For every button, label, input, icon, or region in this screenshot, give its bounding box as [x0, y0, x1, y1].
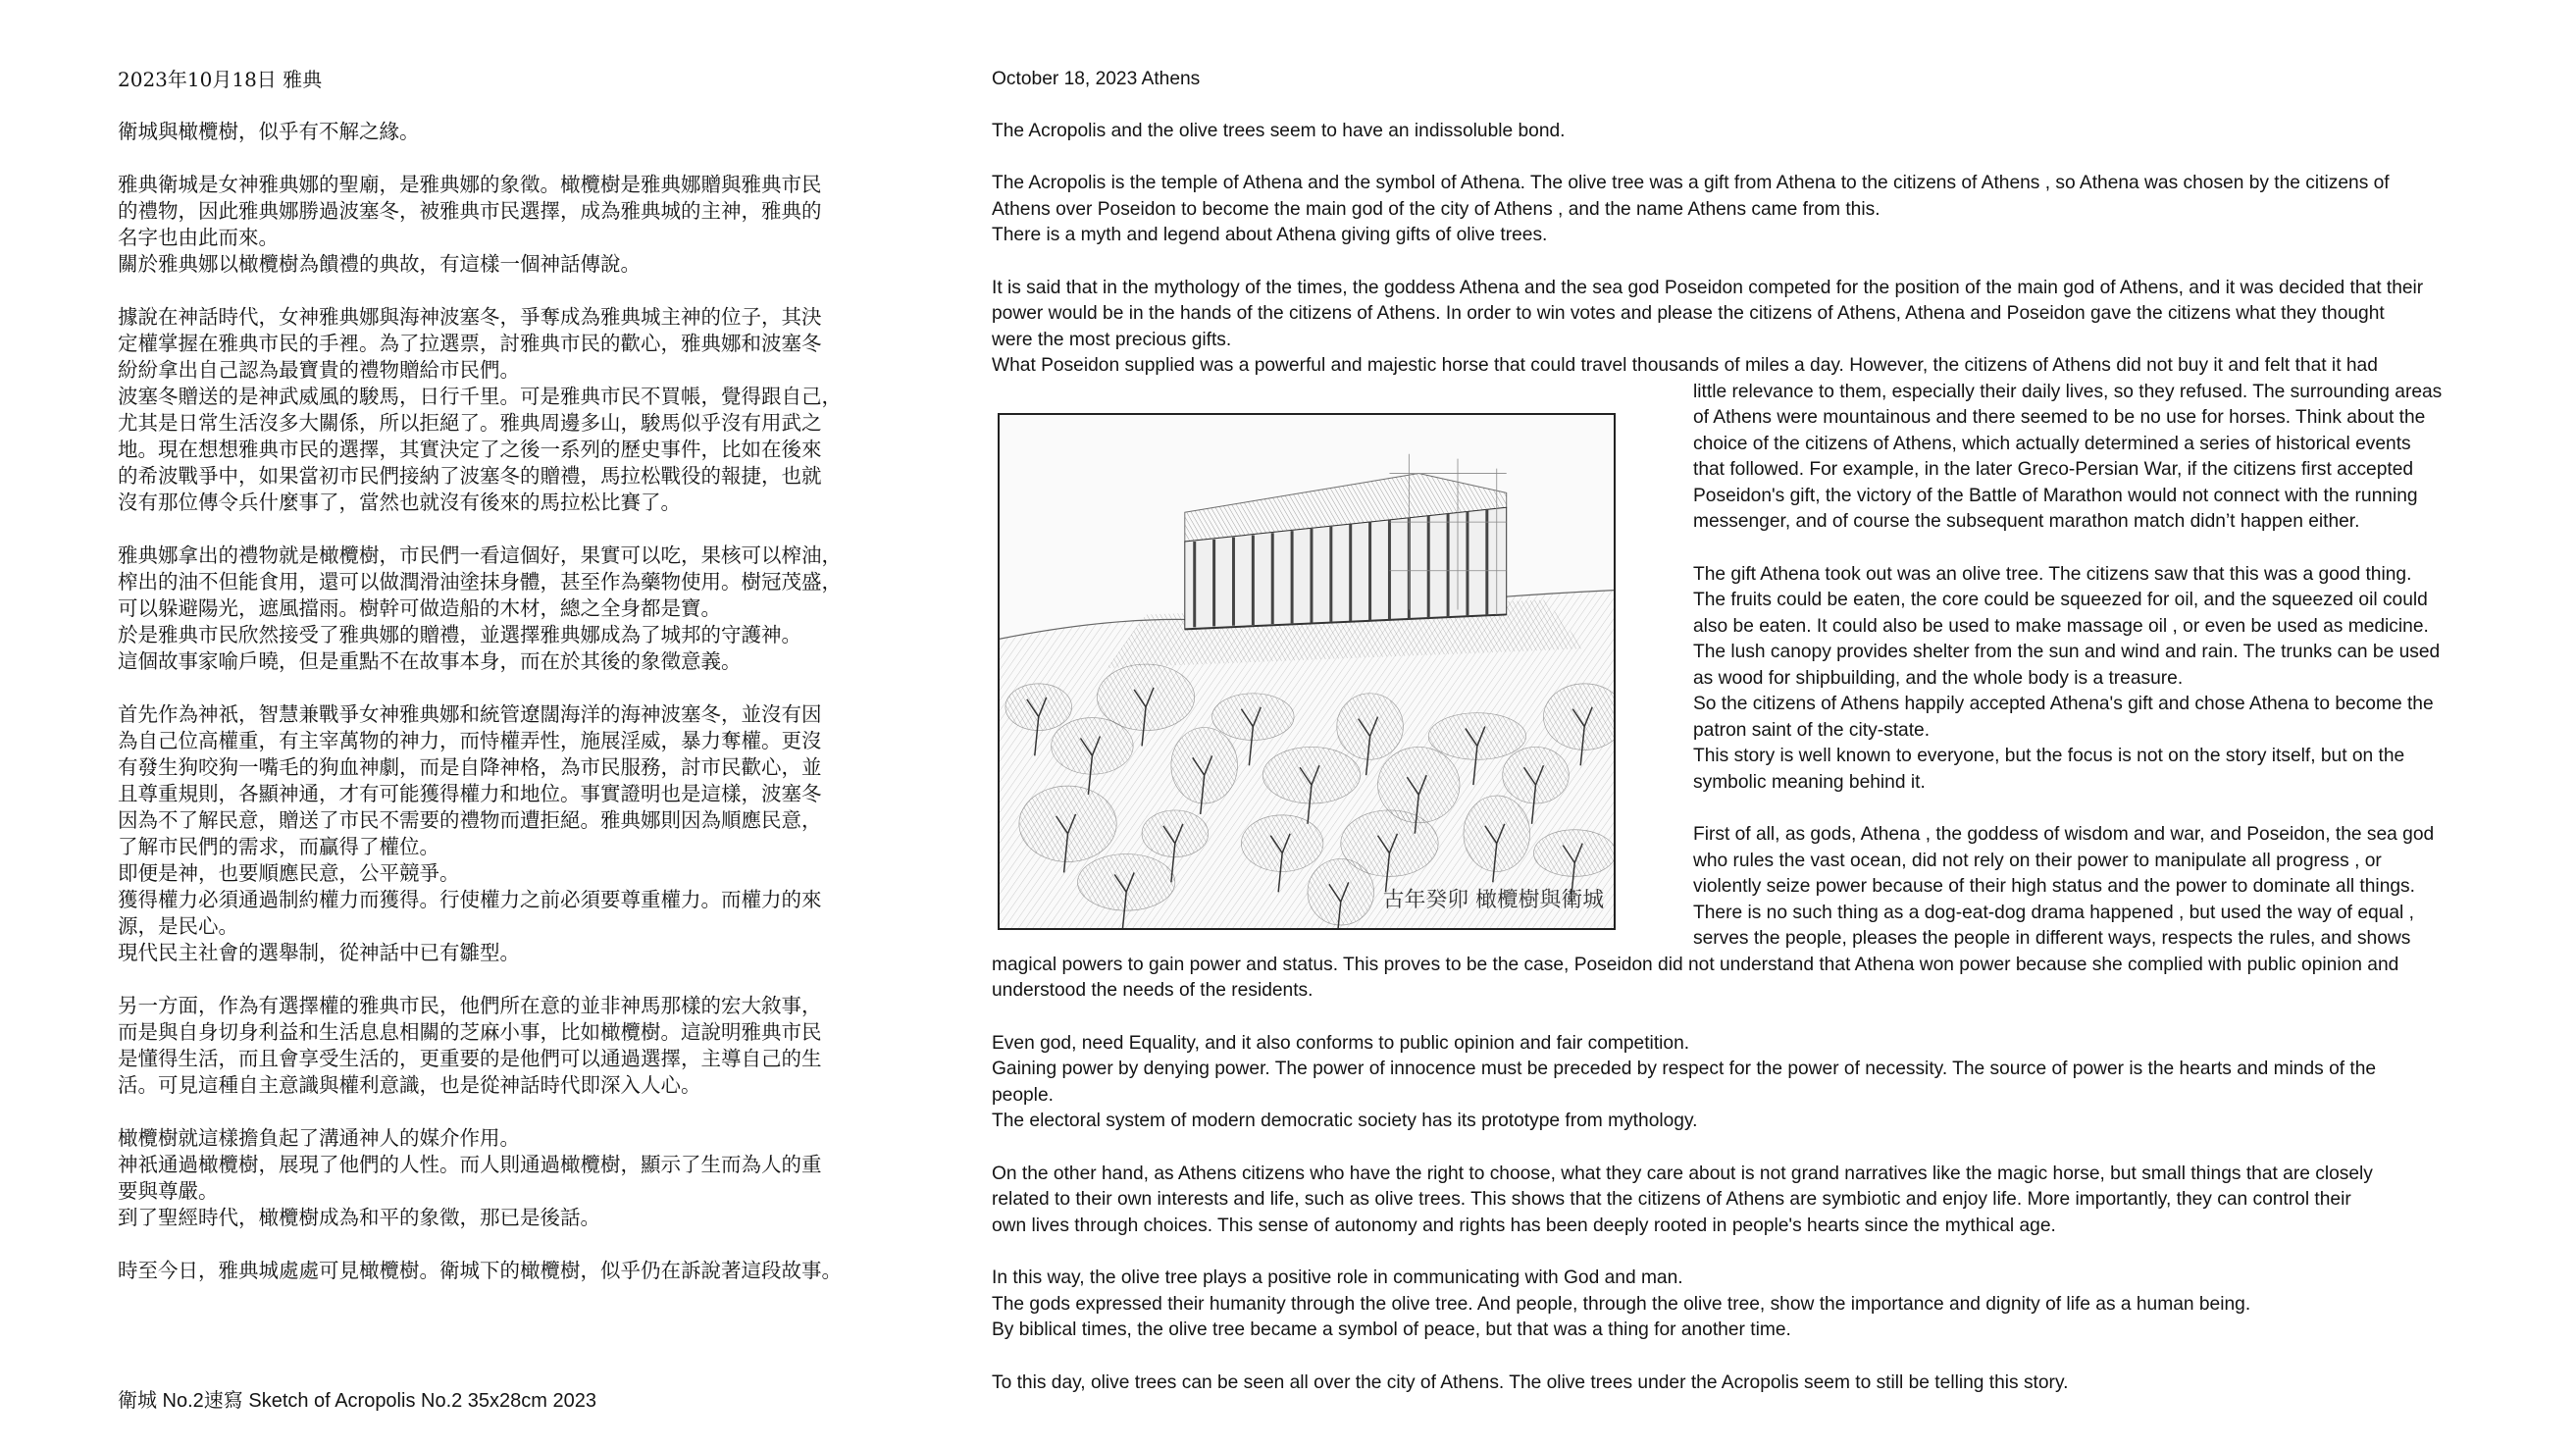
chinese-line: 據說在神話時代，女神雅典娜與海神波塞冬，爭奪成為雅典城主神的位子，其決 [118, 305, 822, 329]
chinese-paragraph [118, 1125, 902, 1231]
chinese-paragraph [118, 172, 902, 278]
english-line: Even god, need Equality, and it also conforms to public opinion and fair competition. [992, 1032, 1690, 1054]
english-line: The gods expressed their humanity through the olive tree. And people, through the olive tree, show the importance and dignity of life as a human being. [992, 1293, 2251, 1315]
english-line: that followed. For example, in the later Greco-Persian War, if the citizens first accepted [1693, 459, 2414, 480]
chinese-line: 紛紛拿出自己認為最寶貴的禮物贈給市民們。 [118, 358, 520, 382]
english-line: The lush canopy provides shelter from the sun and wind and rain. The trunks can be used [1693, 642, 2441, 662]
english-line: also be eaten. It could also be used to make massage oil , or even be used as medicine. [1693, 615, 2429, 637]
english-intro: The Acropolis and the olive trees seem to have an indissoluble bond. [992, 120, 1566, 141]
chinese-line: 活。可見這種自主意識與權利意識，也是從神話時代即深入人心。 [118, 1073, 701, 1097]
english-line: people. [992, 1084, 1054, 1106]
chinese-line: 定權掌握在雅典市民的手裡。為了拉選票，討雅典市民的歡心，雅典娜和波塞冬 [118, 332, 822, 355]
english-line: So the citizens of Athens happily accepted Athena's gift and chose Athena to become the [1693, 694, 2434, 714]
pencil-drawing [1000, 415, 1614, 928]
english-line: By biblical times, the olive tree became a symbol of peace, but that was a thing for another time. [992, 1319, 1791, 1340]
chinese-line: 的希波戰爭中，如果當初市民們接納了波塞冬的贈禮，馬拉松戰役的報捷，也就 [118, 464, 822, 488]
chinese-line: 沒有那位傳令兵什麼事了，當然也就沒有後來的馬拉松比賽了。 [118, 491, 681, 514]
chinese-paragraph [118, 993, 902, 1099]
chinese-line: 首先作為神祇，智慧兼戰爭女神雅典娜和統管遼闊海洋的海神波塞冬，並沒有因 [118, 702, 822, 726]
chinese-line: 獲得權力必須通過制約權力而獲得。行使權力之前必須要尊重權力。而權力的來 [118, 888, 822, 911]
english-line: The electoral system of modern democratic society has its prototype from mythology. [992, 1111, 1698, 1131]
english-line: magical powers to gain power and status. This proves to be the case, Poseidon did not understand that Athena won power because she complied with public opinion and [992, 954, 2399, 975]
chinese-paragraph [118, 701, 902, 966]
chinese-body [118, 119, 902, 1284]
english-line: Gaining power by denying power. The power of innocence must be preceded by respect for the power of necessity. The source of power is the hearts and minds of the [992, 1059, 2377, 1079]
english-date: October 18, 2023 Athens [992, 69, 1201, 89]
english-line: as wood for shipbuilding, and the whole body is a treasure. [1693, 667, 2184, 689]
chinese-paragraph [118, 304, 902, 516]
english-line: First of all, as gods, Athena , the goddess of wisdom and war, and Poseidon, the sea god [1693, 824, 2435, 845]
english-paragraph-role [992, 1266, 2551, 1344]
english-line: own lives through choices. This sense of autonomy and rights has been deeply rooted in people's hearts since the mythical age. [992, 1215, 2056, 1236]
english-line: violently seize power because of their high status and the power to dominate all things. [1693, 876, 2415, 897]
english-line: Poseidon's gift, the victory of the Battle of Marathon would not connect with the running [1693, 485, 2418, 506]
chinese-line: 另一方面，作為有選擇權的雅典市民，他們所在意的並非神馬那樣的宏大敘事， [118, 994, 822, 1017]
chinese-line: 神祇通過橄欖樹，展現了他們的人性。而人則通過橄欖樹，顯示了生而為人的重 [118, 1153, 822, 1176]
english-line: choice of the citizens of Athens, which actually determined a series of historical events [1693, 433, 2411, 454]
english-paragraph-temple [992, 171, 2551, 249]
chinese-line: 到了聖經時代，橄欖樹成為和平的象徵，那已是後話。 [118, 1206, 600, 1229]
english-paragraph-gods-continued [992, 953, 2551, 1005]
english-line: of Athens were mountainous and there seemed to be no use for horses. Think about the [1693, 407, 2426, 428]
chinese-paragraph [118, 1258, 902, 1284]
english-line: The gift Athena took out was an olive tree. The citizens saw that this was a good thing. [1693, 563, 2412, 585]
english-line: It is said that in the mythology of the times, the goddess Athena and the sea god Poseidon competed for the position of the main god of Athens, and it was decided that their [992, 277, 2424, 298]
chinese-line: 於是雅典市民欣然接受了雅典娜的贈禮，並選擇雅典娜成為了城邦的守護神。 [118, 623, 801, 646]
english-paragraph-today [992, 1370, 2551, 1397]
english-line: were the most precious gifts. [992, 329, 1232, 350]
english-paragraph-other-hand [992, 1162, 2551, 1240]
chinese-line: 為自己位高權重，有主宰萬物的神力，而恃權弄性，施展淫威，暴力奪權。更沒 [118, 729, 822, 752]
chinese-line: 雅典娜拿出的禮物就是橄欖樹，市民們一看這個好，果實可以吃，果核可以榨油， [118, 543, 842, 567]
english-line: messenger, and of course the subsequent marathon match didn’t happen either. [1693, 511, 2360, 532]
chinese-line: 因為不了解民意，贈送了市民不需要的禮物而遭拒絕。雅典娜則因為順應民意， [118, 808, 822, 832]
chinese-line: 可以躲避陽光，遮風擋雨。樹幹可做造船的木材，總之全身都是寶。 [118, 596, 721, 620]
chinese-line: 要與尊嚴。 [118, 1179, 219, 1203]
chinese-line: 雅典衛城是女神雅典娜的聖廟，是雅典娜的象徵。橄欖樹是雅典娜贈與雅典市民 [118, 173, 822, 196]
chinese-date: 2023年10月18日 雅典 [118, 68, 323, 91]
english-paragraph-myth [992, 276, 2551, 380]
sketch-inscription: 古年癸卯 橄欖樹與衛城 [1382, 888, 1605, 913]
chinese-line: 的禮物，因此雅典娜勝過波塞冬，被雅典市民選擇，成為雅典城的主神，雅典的 [118, 199, 822, 223]
chinese-line: 是懂得生活，而且會享受生活的，更重要的是他們可以通過選擇，主導自己的生 [118, 1047, 822, 1070]
chinese-line: 這個故事家喻戶曉，但是重點不在故事本身，而在於其後的象徵意義。 [118, 649, 742, 673]
english-line: related to their own interests and life, such as olive trees. This shows that the citizens of Athens are symbiotic and enjoy life. More importantly, they can control their [992, 1189, 2351, 1210]
english-line: To this day, olive trees can be seen all over the city of Athens. The olive trees under the Acropolis seem to still be telling this story. [992, 1371, 2069, 1393]
chinese-line: 地。現在想想雅典市民的選擇，其實決定了之後一系列的歷史事件，比如在後來 [118, 438, 822, 461]
english-line: who rules the vast ocean, did not rely on their power to manipulate all progress , or [1693, 850, 2382, 871]
chinese-paragraph [118, 119, 902, 145]
english-line: This story is well known to everyone, but the focus is not on the story itself, but on the [1693, 746, 2405, 766]
english-line: little relevance to them, especially their daily lives, so they refused. The surrounding areas [1693, 381, 2443, 402]
chinese-line: 橄欖樹就這樣擔負起了溝通神人的媒介作用。 [118, 1126, 520, 1150]
english-line: What Poseidon supplied was a powerful and majestic horse that could travel thousands of miles a day. However, the citizens of Athens did not buy it and felt that it had [992, 355, 2378, 376]
chinese-line: 關於雅典娜以橄欖樹為饋禮的典故，有這樣一個神話傳說。 [118, 252, 641, 276]
chinese-line: 時至今日，雅典城處處可見橄欖樹。衛城下的橄欖樹，似乎仍在訴說著這段故事。 [118, 1259, 842, 1282]
chinese-line: 有發生狗咬狗一嘴毛的狗血神劇，而是自降神格，為市民服務，討市民歡心，並 [118, 755, 822, 779]
english-paragraph-equality [992, 1031, 2551, 1135]
chinese-line: 即便是神，也要順應民意，公平競爭。 [118, 861, 460, 885]
english-line: The Acropolis is the temple of Athena and the symbol of Athena. The olive tree was a gift from Athena to the citizens of Athens , so Athena was chosen by the citizens of [992, 173, 2390, 193]
chinese-line: 尤其是日常生活沒多大關係，所以拒絕了。雅典周邊多山，駿馬似乎沒有用武之 [118, 411, 822, 435]
english-line: There is no such thing as a dog-eat-dog drama happened , but used the way of equal , [1693, 902, 2414, 923]
english-line: understood the needs of the residents. [992, 980, 1314, 1001]
chinese-line: 且尊重規則，各顯神通，才有可能獲得權力和地位。事實證明也是這樣，波塞冬 [118, 782, 822, 805]
chinese-text-column [118, 67, 902, 1284]
sketch-caption: 衛城 No.2速寫 Sketch of Acropolis No.2 35x28cm 2023 [118, 1390, 597, 1412]
chinese-paragraph [118, 543, 902, 675]
acropolis-sketch-image [998, 413, 1616, 930]
chinese-line: 了解市民們的需求，而贏得了權位。 [118, 835, 439, 858]
english-line: serves the people, pleases the people in different ways, respects the rules, and shows [1693, 928, 2411, 949]
english-line: On the other hand, as Athens citizens who have the right to choose, what they care about is not grand narratives like the magic horse, but small things that are closely [992, 1163, 2373, 1184]
chinese-line: 源，是民心。 [118, 914, 238, 938]
chinese-line: 名字也由此而來。 [118, 226, 279, 249]
chinese-line: 現代民主社會的選舉制，從神話中已有雛型。 [118, 941, 520, 964]
chinese-line: 衛城與橄欖樹，似乎有不解之緣。 [118, 120, 420, 143]
chinese-line: 波塞冬贈送的是神武威風的駿馬，日行千里。可是雅典市民不買帳，覺得跟自己， [118, 385, 842, 408]
english-line: power would be in the hands of the citizens of Athens. In order to win votes and please the citizens of Athens, Athena and Poseidon gave the citizens what they thought [992, 303, 2385, 324]
english-line: symbolic meaning behind it. [1693, 771, 1926, 793]
english-line: The fruits could be eaten, the core could be squeezed for oil, and the squeezed oil could [1693, 590, 2428, 610]
chinese-line: 榨出的油不但能食用，還可以做潤滑油塗抹身體，甚至作為藥物使用。樹冠茂盛， [118, 570, 842, 594]
english-line: There is a myth and legend about Athena giving gifts of olive trees. [992, 225, 1548, 245]
english-line: Athens over Poseidon to become the main god of the city of Athens , and the name Athens came from this. [992, 198, 1880, 220]
english-line: patron saint of the city-state. [1693, 719, 1931, 741]
english-line: In this way, the olive tree plays a positive role in communicating with God and man. [992, 1267, 1683, 1288]
chinese-line: 而是與自身切身利益和生活息息相關的芝麻小事，比如橄欖樹。這說明雅典市民 [118, 1020, 822, 1044]
